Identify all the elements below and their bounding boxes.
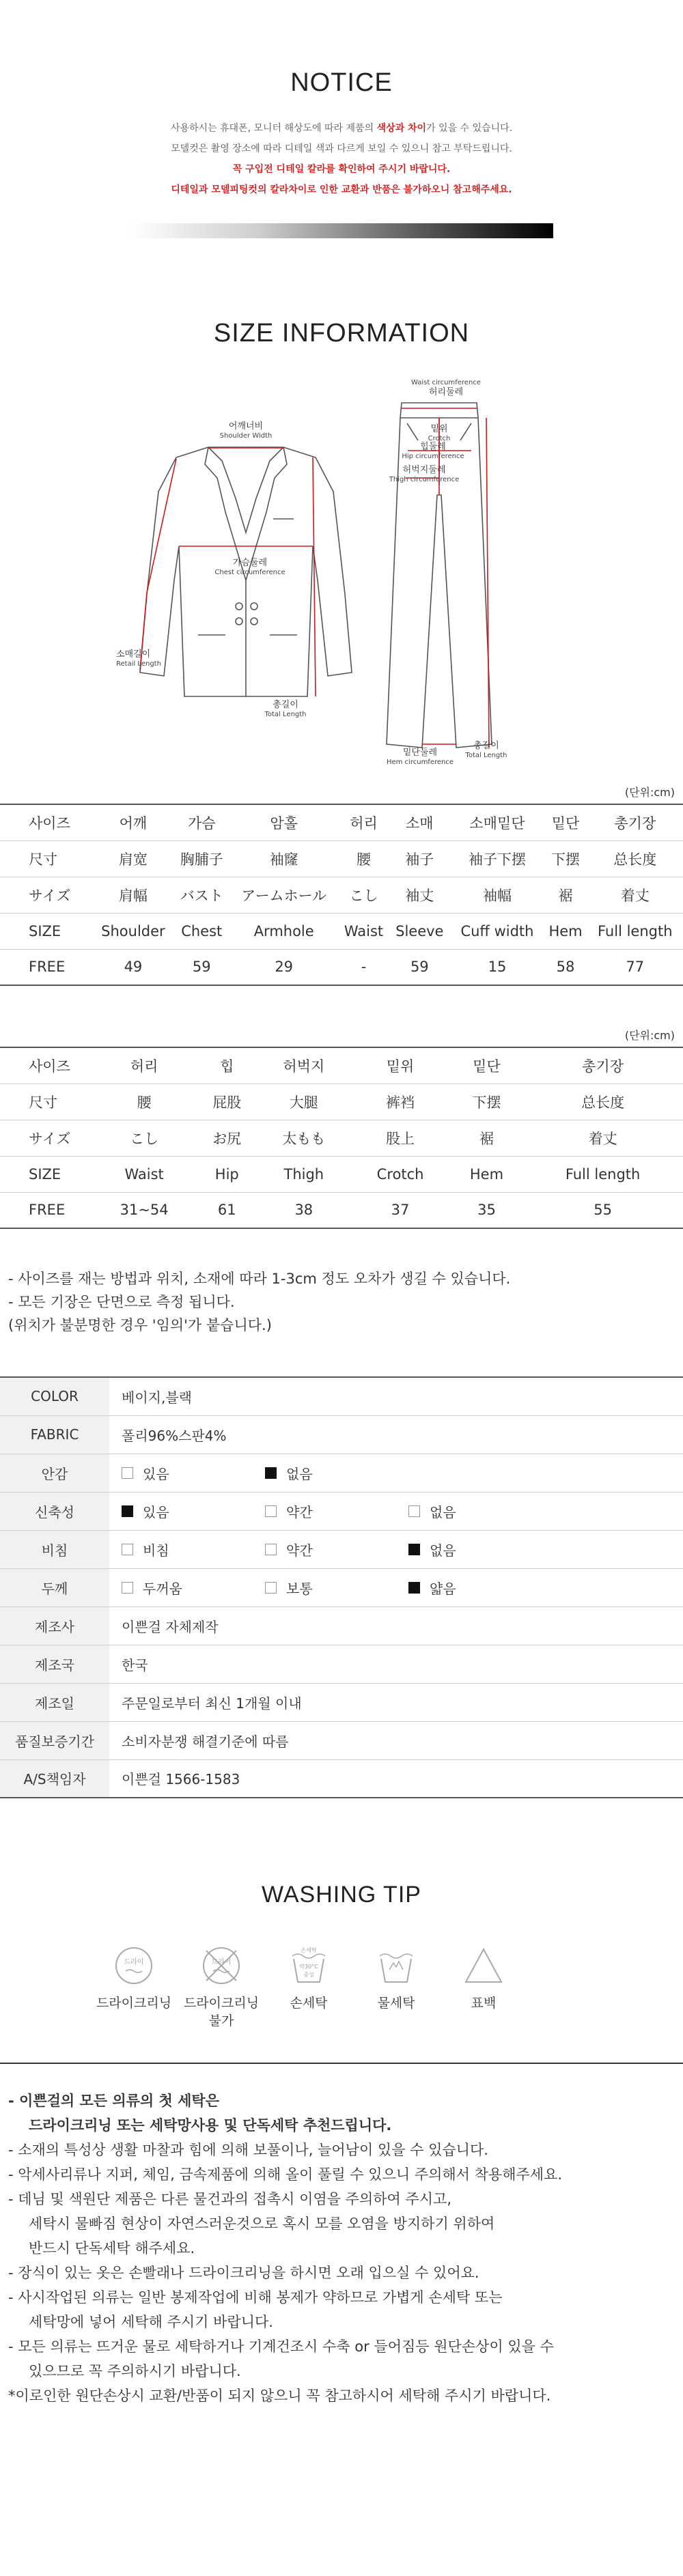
size-table-cell: Chest bbox=[174, 913, 229, 949]
size-table-cell: 裾 bbox=[544, 877, 587, 913]
size-table-cell: Shoulder bbox=[92, 913, 174, 949]
thigh-label-ko: 허벅지둘레 bbox=[402, 465, 446, 475]
waist-label bbox=[402, 378, 490, 397]
size-table-cell: 着丈 bbox=[522, 1120, 683, 1156]
crotch-label bbox=[422, 425, 456, 444]
info-row-as bbox=[0, 1759, 683, 1798]
info-label: 제조국 bbox=[0, 1645, 109, 1683]
option-group bbox=[109, 1530, 683, 1568]
info-row-stretch bbox=[0, 1492, 683, 1530]
pants-length-label-en: Total Length bbox=[465, 752, 507, 759]
notice-section bbox=[0, 0, 683, 238]
wash-item-no-dry-clean bbox=[178, 1944, 265, 2030]
notice-line-1-highlight: 색상과 차이 bbox=[376, 123, 427, 134]
size-table-cell: 腰 bbox=[92, 1084, 196, 1120]
svg-text:중성: 중성 bbox=[303, 1972, 314, 1978]
size-table-cell: 밑위 bbox=[350, 1047, 450, 1084]
care-subtitle: 드라이크리닝 또는 세탁망사용 및 단독세탁 추천드립니다. bbox=[29, 2117, 392, 2134]
info-row-country bbox=[0, 1645, 683, 1683]
svg-text:약30°C: 약30°C bbox=[299, 1964, 318, 1970]
bottom-unit-label: (단위:cm) bbox=[624, 1029, 675, 1042]
option-group bbox=[109, 1568, 683, 1607]
note-line: - 모든 기장은 단면으로 측정 됩니다. bbox=[8, 1294, 235, 1310]
option-thickness bbox=[408, 1578, 552, 1598]
size-table-row-label: 사이즈 bbox=[0, 804, 92, 840]
info-label: 제조사 bbox=[0, 1607, 109, 1645]
info-label: 두께 bbox=[0, 1568, 109, 1607]
size-table-cell: Cuff width bbox=[450, 913, 544, 949]
care-line: - 악세사리류나 지퍼, 체임, 금속제품에 의해 올이 풀릴 수 있으니 주의해서 착용해주세요. bbox=[8, 2166, 563, 2183]
checkbox-icon bbox=[122, 1467, 133, 1479]
water-wash-icon bbox=[374, 1944, 418, 1987]
size-table-cell: 裤裆 bbox=[350, 1084, 450, 1120]
size-table-cell: 소매 bbox=[389, 804, 450, 840]
option-thickness bbox=[265, 1578, 408, 1598]
size-table-row-label: 尺寸 bbox=[0, 840, 92, 877]
crotch-label-en: Crotch bbox=[428, 435, 451, 442]
option-label: 없음 bbox=[430, 1503, 456, 1520]
size-table-cell: 袖幅 bbox=[450, 877, 544, 913]
size-table-cell: 총기장 bbox=[587, 804, 683, 840]
size-table-cell: バスト bbox=[174, 877, 229, 913]
size-table-cell: アームホール bbox=[229, 877, 339, 913]
size-table-cell: 밑단 bbox=[451, 1047, 522, 1084]
bottom-size-table bbox=[0, 1047, 683, 1229]
chest-label bbox=[209, 558, 291, 578]
shoulder-label-en: Shoulder Width bbox=[219, 432, 273, 440]
size-table-cell: 49 bbox=[92, 949, 174, 985]
jacket-length-label-en: Total Length bbox=[264, 711, 307, 718]
size-table-row bbox=[0, 913, 683, 949]
size-table-cell: 암홀 bbox=[229, 804, 339, 840]
size-table-cell: 37 bbox=[350, 1192, 450, 1228]
care-title: - 이쁜걸의 모든 의류의 첫 세탁은 bbox=[8, 2093, 219, 2109]
size-table-row-label: 尺寸 bbox=[0, 1084, 92, 1120]
wash-item-water-wash bbox=[352, 1944, 440, 2030]
option-label: 약간 bbox=[286, 1542, 313, 1559]
size-table-cell: Crotch bbox=[350, 1156, 450, 1192]
crotch-label-ko: 밑위 bbox=[430, 424, 448, 434]
size-table-cell: 袖窿 bbox=[229, 840, 339, 877]
size-table-cell: Full length bbox=[587, 913, 683, 949]
size-table-cell: 77 bbox=[587, 949, 683, 985]
size-table-cell: 허벅지 bbox=[257, 1047, 350, 1084]
size-table-cell: 15 bbox=[450, 949, 544, 985]
size-table-cell: 55 bbox=[522, 1192, 683, 1228]
option-label: 없음 bbox=[286, 1465, 313, 1482]
chest-label-en: Chest circumference bbox=[214, 569, 285, 576]
info-row-sheer bbox=[0, 1530, 683, 1568]
size-table-row-label: 사이즈 bbox=[0, 1047, 92, 1084]
checked-box-icon bbox=[265, 1467, 277, 1479]
size-table-cell: 58 bbox=[544, 949, 587, 985]
hip-label bbox=[392, 442, 474, 462]
size-table-cell: こし bbox=[92, 1120, 196, 1156]
washing-tip-title: WASHING TIP bbox=[262, 1882, 421, 1908]
size-table-cell: 38 bbox=[257, 1192, 350, 1228]
size-table-cell: 袖丈 bbox=[389, 877, 450, 913]
info-value: 한국 bbox=[109, 1645, 683, 1683]
size-table-cell: 총기장 bbox=[522, 1047, 683, 1084]
wash-item-dry-clean bbox=[90, 1944, 178, 2030]
size-table-cell: 太もも bbox=[257, 1120, 350, 1156]
notice-line-2: 모델컷은 촬영 장소에 따라 디테일 색과 다르게 보일 수 있으니 참고 부탁드립니다. bbox=[171, 143, 512, 154]
size-table-cell: 腰 bbox=[339, 840, 389, 877]
wash-item-label: 드라이크리닝 bbox=[96, 1996, 172, 2011]
wash-item-label: 표백 bbox=[471, 1996, 497, 2011]
checked-box-icon bbox=[408, 1582, 420, 1594]
size-table-cell: Full length bbox=[522, 1156, 683, 1192]
wash-item-label: 드라이크리닝 bbox=[183, 1996, 260, 2011]
option-label: 있음 bbox=[143, 1465, 169, 1482]
info-label: FABRIC bbox=[0, 1415, 109, 1454]
wash-item-label: 손세탁 bbox=[290, 1996, 328, 2011]
option-group bbox=[109, 1454, 683, 1492]
size-info-title: SIZE INFORMATION bbox=[213, 319, 470, 348]
option-stretch bbox=[122, 1501, 265, 1521]
option-sheer bbox=[265, 1540, 408, 1559]
info-value: 베이지,블랙 bbox=[109, 1377, 683, 1415]
garment-sketch-icon bbox=[0, 376, 683, 778]
size-table-cell: 裾 bbox=[451, 1120, 522, 1156]
note-line: - 사이즈를 재는 방법과 위치, 소재에 따라 1-3cm 정도 오차가 생길 수 있습니다. bbox=[8, 1271, 511, 1287]
size-table-cell: - bbox=[339, 949, 389, 985]
size-table-cell: 大腿 bbox=[257, 1084, 350, 1120]
checkbox-icon bbox=[265, 1505, 277, 1517]
option-sheer bbox=[122, 1540, 265, 1559]
size-table-cell: 어깨 bbox=[92, 804, 174, 840]
wash-item-hand-wash bbox=[265, 1944, 352, 2030]
size-table-row bbox=[0, 877, 683, 913]
info-value: 이쁜걸 1566-1583 bbox=[109, 1759, 683, 1798]
size-table-cell: 着丈 bbox=[587, 877, 683, 913]
top-unit-label: (단위:cm) bbox=[624, 786, 675, 799]
svg-text:드라이: 드라이 bbox=[211, 1959, 232, 1966]
option-label: 있음 bbox=[143, 1503, 169, 1520]
size-table-row bbox=[0, 840, 683, 877]
care-line: - 소재의 특성상 생활 마찰과 힘에 의해 보풀이나, 늘어남이 있을 수 있습니다. bbox=[8, 2142, 488, 2158]
size-table-cell: 31~54 bbox=[92, 1192, 196, 1228]
pants-length-label bbox=[459, 741, 514, 761]
notice-text bbox=[0, 118, 683, 200]
size-table-cell: 袖子 bbox=[389, 840, 450, 877]
care-line: 반드시 단독세탁 해주세요. bbox=[29, 2240, 195, 2256]
size-table-row bbox=[0, 1156, 683, 1192]
info-row-thickness bbox=[0, 1568, 683, 1607]
bleach-icon bbox=[462, 1944, 505, 1987]
hem-label-ko: 밑단둘레 bbox=[402, 748, 438, 758]
waist-label-ko: 허리둘레 bbox=[428, 387, 464, 397]
size-table-cell: 肩幅 bbox=[92, 877, 174, 913]
care-instructions bbox=[0, 2063, 683, 2408]
info-row-lining bbox=[0, 1454, 683, 1492]
info-label: 품질보증기간 bbox=[0, 1721, 109, 1759]
notice-line-1-tail: 가 있을 수 있습니다. bbox=[426, 123, 513, 134]
thigh-label bbox=[380, 466, 469, 485]
size-table-cell: 屁股 bbox=[196, 1084, 257, 1120]
option-thickness bbox=[122, 1578, 265, 1598]
size-table-cell: 가슴 bbox=[174, 804, 229, 840]
pants-length-label-ko: 총길이 bbox=[473, 741, 499, 751]
checkbox-icon bbox=[408, 1505, 420, 1517]
info-row-date bbox=[0, 1683, 683, 1721]
hem-label bbox=[382, 748, 458, 767]
size-table-row bbox=[0, 1047, 683, 1084]
size-table-cell: 总长度 bbox=[522, 1084, 683, 1120]
size-diagrams bbox=[0, 376, 683, 778]
jacket-length-label-ko: 총길이 bbox=[273, 700, 298, 710]
notice-title: NOTICE bbox=[290, 68, 393, 97]
size-table-row bbox=[0, 1120, 683, 1156]
info-value: 이쁜걸 자체제작 bbox=[109, 1607, 683, 1645]
care-line: 세탁망에 넣어 세탁해 주시기 바랍니다. bbox=[29, 2314, 273, 2330]
size-table-cell: お尻 bbox=[196, 1120, 257, 1156]
size-table-row-label: サイズ bbox=[0, 877, 92, 913]
info-label: 비침 bbox=[0, 1530, 109, 1568]
wash-item-bleach bbox=[440, 1944, 527, 2030]
option-label: 두꺼움 bbox=[143, 1580, 182, 1597]
checked-box-icon bbox=[122, 1505, 133, 1517]
info-row-maker bbox=[0, 1607, 683, 1645]
size-table-cell: 总长度 bbox=[587, 840, 683, 877]
size-table-cell: 胸脯子 bbox=[174, 840, 229, 877]
hip-label-en: Hip circumference bbox=[402, 453, 464, 460]
care-line: - 사시작업된 의류는 일반 봉제작업에 비해 봉제가 약하므로 가볍게 손세탁 또는 bbox=[8, 2289, 503, 2306]
option-stretch bbox=[265, 1501, 408, 1521]
waist-label-en: Waist circumference bbox=[411, 379, 481, 386]
info-label: A/S책임자 bbox=[0, 1759, 109, 1798]
size-table-cell: 밑단 bbox=[544, 804, 587, 840]
top-size-table bbox=[0, 804, 683, 986]
size-info-section bbox=[0, 319, 683, 778]
size-table-cell: 下摆 bbox=[451, 1084, 522, 1120]
info-value: 폴리96%스판4% bbox=[109, 1415, 683, 1454]
size-table-cell: 59 bbox=[389, 949, 450, 985]
size-table-row bbox=[0, 1084, 683, 1120]
info-label: 안감 bbox=[0, 1454, 109, 1492]
info-row-warranty bbox=[0, 1721, 683, 1759]
option-group bbox=[109, 1492, 683, 1530]
checkbox-icon bbox=[265, 1582, 277, 1594]
size-table-cell: 袖子下摆 bbox=[450, 840, 544, 877]
option-label: 보통 bbox=[286, 1580, 313, 1597]
care-line: - 모든 의류는 뜨거운 물로 세탁하거나 기계건조시 수축 or 들어짐등 원단손상이 있을 수 bbox=[8, 2338, 554, 2355]
option-label: 비침 bbox=[143, 1542, 169, 1559]
size-table-cell: 허리 bbox=[92, 1047, 196, 1084]
option-lining bbox=[122, 1463, 265, 1483]
hem-label-en: Hem circumference bbox=[386, 759, 454, 766]
size-table-cell: 35 bbox=[451, 1192, 522, 1228]
notice-line-1 bbox=[0, 118, 683, 139]
checkbox-icon bbox=[265, 1544, 277, 1555]
size-table-cell: 下摆 bbox=[544, 840, 587, 877]
notice-line-4: 디테일과 모델피팅컷의 칼라차이로 인한 교환과 반품은 불가하오니 참고해주세요. bbox=[171, 184, 512, 195]
size-table-cell: Thigh bbox=[257, 1156, 350, 1192]
info-label: 제조일 bbox=[0, 1683, 109, 1721]
washing-tip-section bbox=[0, 1882, 683, 2030]
sleeve-label-ko: 소매길이 bbox=[116, 649, 151, 660]
size-table-cell: 肩宽 bbox=[92, 840, 174, 877]
dry-clean-icon bbox=[112, 1944, 156, 1987]
size-table-cell: Hem bbox=[451, 1156, 522, 1192]
svg-text:손세탁: 손세탁 bbox=[301, 1947, 317, 1953]
size-table-cell: 61 bbox=[196, 1192, 257, 1228]
shoulder-label-ko: 어깨너비 bbox=[228, 421, 264, 431]
hip-label-ko: 힙둘레 bbox=[420, 442, 446, 452]
info-value: 소비자분쟁 해결기준에 따름 bbox=[109, 1721, 683, 1759]
washing-icons-row bbox=[0, 1944, 683, 2030]
sleeve-label bbox=[116, 650, 184, 669]
option-stretch bbox=[408, 1501, 552, 1521]
size-table-cell: Armhole bbox=[229, 913, 339, 949]
size-table-cell: Sleeve bbox=[389, 913, 450, 949]
care-line: 있으므로 꼭 주의하시기 바랍니다. bbox=[29, 2363, 241, 2379]
option-sheer bbox=[408, 1540, 552, 1559]
size-table-cell: Hem bbox=[544, 913, 587, 949]
size-table-row-label: SIZE bbox=[0, 1156, 92, 1192]
info-value: 주문일로부터 최신 1개월 이내 bbox=[109, 1683, 683, 1721]
thigh-label-en: Thigh circumference bbox=[389, 476, 460, 483]
care-line: *이로인한 원단손상시 교환/반품이 되지 않으니 꼭 참고하시어 세탁해 주시기 바랍니다. bbox=[8, 2388, 551, 2404]
size-table-cell: 29 bbox=[229, 949, 339, 985]
size-table-cell: こし bbox=[339, 877, 389, 913]
size-table-cell: Waist bbox=[339, 913, 389, 949]
option-lining bbox=[265, 1463, 408, 1483]
checked-box-icon bbox=[408, 1544, 420, 1555]
size-table-cell: 59 bbox=[174, 949, 229, 985]
checkbox-icon bbox=[122, 1544, 133, 1555]
option-label: 약간 bbox=[286, 1503, 313, 1520]
care-line: - 장식이 있는 옷은 손빨래나 드라이크리닝을 하시면 오래 입으실 수 있어요. bbox=[8, 2265, 479, 2281]
info-label: 신축성 bbox=[0, 1492, 109, 1530]
checkbox-icon bbox=[122, 1582, 133, 1594]
wash-item-label-2: 불가 bbox=[208, 2013, 234, 2028]
size-table-cell: 股上 bbox=[350, 1120, 450, 1156]
measurement-notes bbox=[0, 1267, 683, 1337]
jacket-length-label bbox=[251, 700, 320, 720]
info-row-color bbox=[0, 1377, 683, 1415]
care-line: 세탁시 물빠짐 현상이 자연스러운것으로 혹시 모를 오염을 방지하기 위하여 bbox=[29, 2216, 495, 2232]
notice-line-1-text: 사용하시는 휴대폰, 모니터 해상도에 따라 제품의 bbox=[170, 123, 377, 134]
option-label: 얇음 bbox=[430, 1580, 456, 1597]
size-table-cell: 힙 bbox=[196, 1047, 257, 1084]
product-info-table bbox=[0, 1376, 683, 1798]
hand-wash-icon bbox=[287, 1944, 331, 1987]
note-line: (위치가 불분명한 경우 '임의'가 붙습니다.) bbox=[8, 1317, 272, 1333]
size-table-row-label: SIZE bbox=[0, 913, 92, 949]
info-label: COLOR bbox=[0, 1377, 109, 1415]
sleeve-label-en: Retail Length bbox=[116, 660, 161, 668]
size-table-row bbox=[0, 804, 683, 840]
size-table-row bbox=[0, 949, 683, 985]
color-gradient-bar bbox=[130, 223, 553, 238]
option-label: 없음 bbox=[430, 1542, 456, 1559]
size-table-cell: Hip bbox=[196, 1156, 257, 1192]
size-table-row-label: FREE bbox=[0, 1192, 92, 1228]
size-table-row-label: FREE bbox=[0, 949, 92, 985]
no-dry-clean-icon bbox=[199, 1944, 243, 1987]
size-table-cell: Waist bbox=[92, 1156, 196, 1192]
chest-label-ko: 가슴둘레 bbox=[232, 558, 268, 568]
notice-line-3: 꼭 구입전 디테일 칼라를 확인하여 주시기 바랍니다. bbox=[232, 164, 451, 175]
size-table-cell: 허리 bbox=[339, 804, 389, 840]
svg-text:드라이: 드라이 bbox=[124, 1959, 144, 1966]
wash-item-label: 물세탁 bbox=[377, 1996, 415, 2011]
care-line: - 데님 및 색원단 제품은 다른 물건과의 접촉시 이염을 주의하여 주시고, bbox=[8, 2191, 452, 2207]
shoulder-label bbox=[213, 422, 279, 441]
size-table-row bbox=[0, 1192, 683, 1228]
size-table-cell: 소매밑단 bbox=[450, 804, 544, 840]
info-row-fabric bbox=[0, 1415, 683, 1454]
size-table-row-label: サイズ bbox=[0, 1120, 92, 1156]
